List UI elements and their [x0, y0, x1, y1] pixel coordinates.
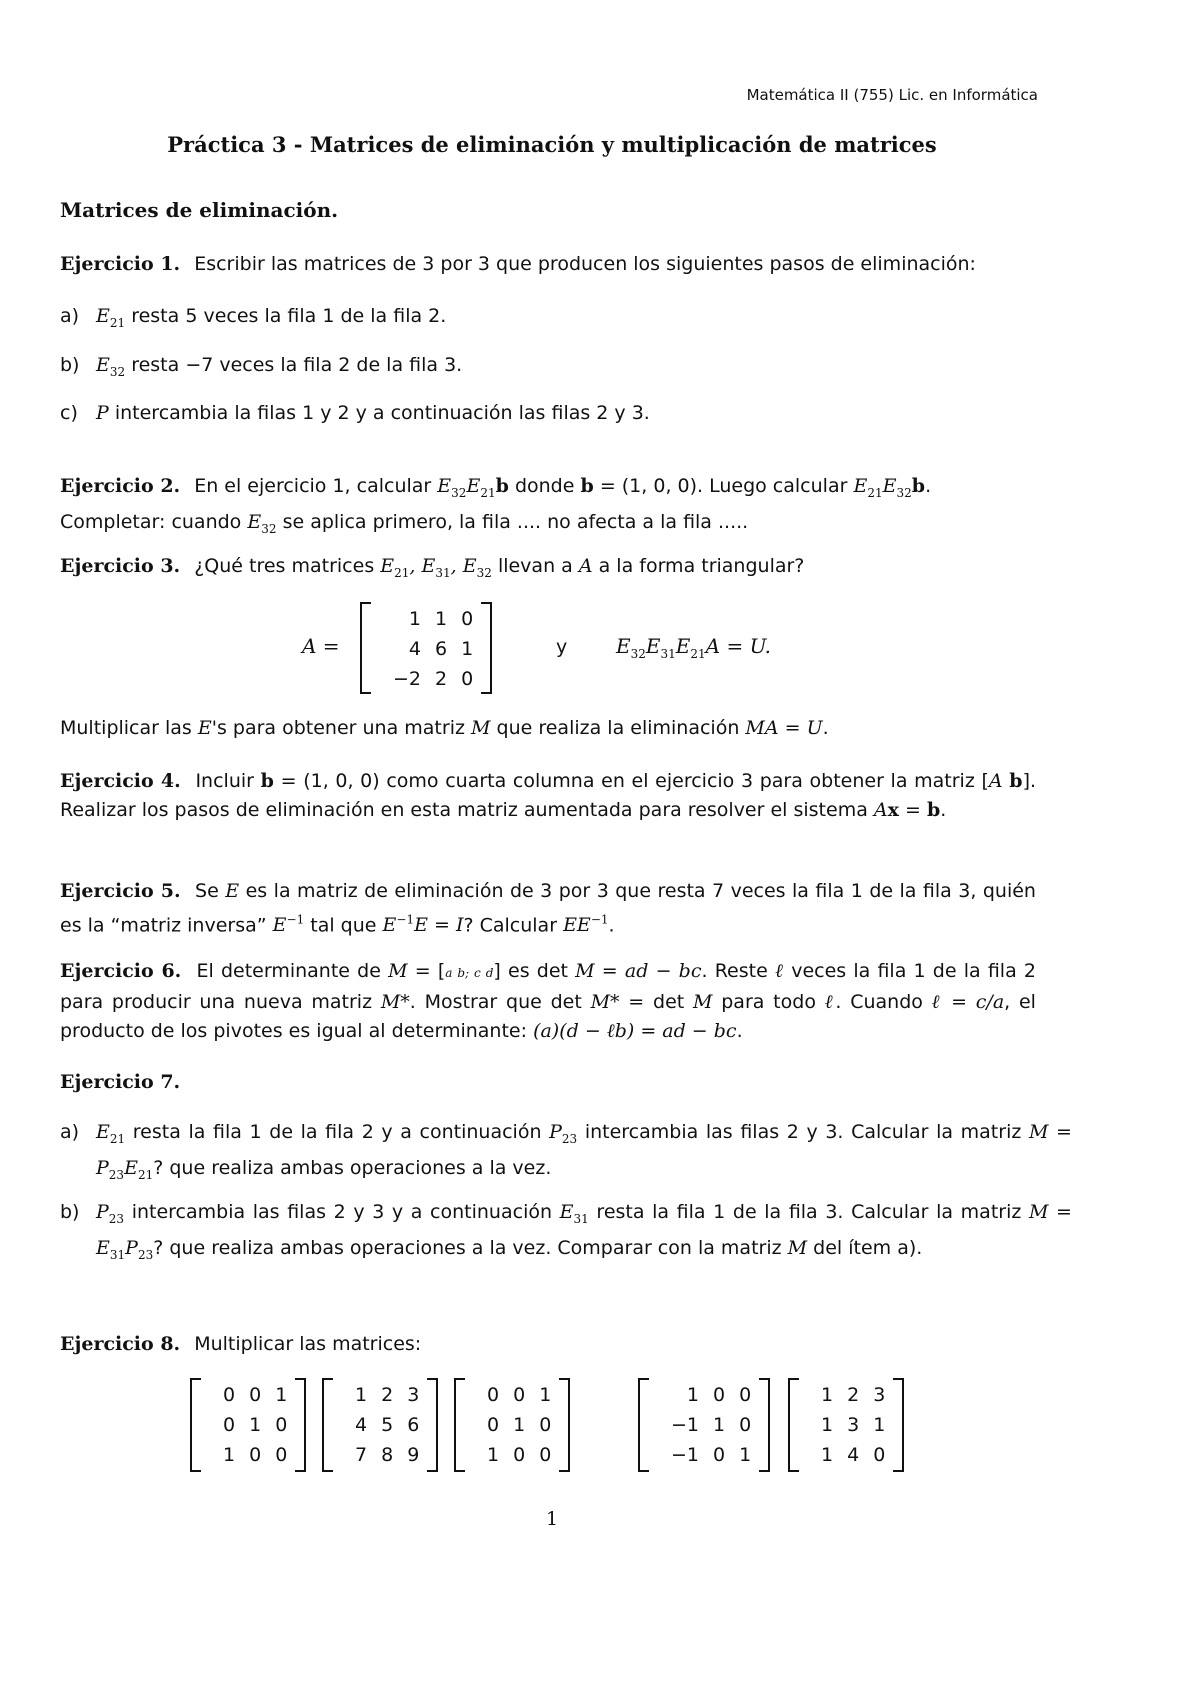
matrix-entry: 0: [513, 1444, 526, 1466]
page-title: Práctica 3 - Matrices de eliminación y multiplicación de matrices: [167, 132, 937, 157]
matrix-entry: 0: [461, 608, 474, 630]
item-label: a): [60, 305, 80, 327]
matrix-entry: 2: [847, 1384, 860, 1406]
matrix-entry: 0: [739, 1384, 752, 1406]
matrix-entry: 0: [539, 1414, 552, 1436]
matrix-m1: [190, 1378, 306, 1472]
item-label: c): [60, 402, 78, 424]
text: tal que: [310, 914, 377, 937]
item-label: a): [60, 1121, 80, 1143]
text: El determinante de: [196, 960, 381, 982]
exercise-label: Ejercicio 3.: [60, 555, 181, 577]
text: se aplica primero, la fila .... no afecta a la fila .....: [282, 510, 749, 533]
matrix-entry: 1: [873, 1414, 886, 1436]
text: . Reste: [701, 960, 768, 982]
text: llevan a: [497, 555, 573, 577]
matrix-entry: 3: [407, 1384, 420, 1406]
matrix-entry: 1: [435, 608, 448, 630]
exercise-3: Ejercicio 3. ¿Qué tres matrices $E_{21}$, $E_{31}$, $E_{32}$ llevan a A a la forma triangular?: [60, 555, 805, 580]
exercise-2: Ejercicio 2. En el ejercicio 1, calcular $E_{32}E_{21}b$ donde b = (1, 0, 0). Luego calcular $E_{21}E_{32}b$. Completar: cuando $E_{32}$ se aplica primero, la fila .... no afecta a la fila .....: [60, 475, 932, 536]
exercise-1: [60, 250, 1036, 279]
matrix-entry: −1: [671, 1444, 700, 1466]
matrix-entry: 4: [408, 638, 422, 660]
matrix-m5: [788, 1378, 904, 1472]
matrix-entry: 3: [847, 1414, 860, 1436]
exercise-3-continued: Multiplicar las E's para obtener una matriz M que realiza la eliminación MA = U.: [60, 717, 829, 739]
text: ¿Qué tres matrices: [194, 555, 375, 577]
text: es det: [508, 960, 568, 982]
text: . Mostrar que det: [409, 991, 582, 1013]
exercise-text: Escribir las matrices de 3 por 3 que producen los siguientes pasos de eliminación:: [194, 253, 976, 275]
matrix-entry: 0: [487, 1384, 500, 1406]
matrix-entry: 0: [249, 1384, 262, 1406]
exercise-label: Ejercicio 5.: [60, 880, 181, 902]
text: Incluir: [195, 770, 254, 792]
exercise-1-item-b: b) $E_{32}$ resta −7 veces la fila 2 de la fila 3.: [60, 351, 1036, 387]
item-text: resta −7 veces la fila 2 de la fila 3.: [131, 354, 463, 376]
item-text: resta 5 veces la fila 1 de la fila 2.: [131, 305, 447, 327]
matrix-entry: 1: [461, 638, 474, 660]
matrix-entry: 3: [873, 1384, 886, 1406]
text: resta la fila 1 de la fila 2 y a continuación: [132, 1121, 542, 1143]
matrix-entry: 1: [821, 1444, 834, 1466]
text: donde: [514, 475, 575, 497]
matrix-entry: 0: [713, 1444, 726, 1466]
text: = (1, 0, 0). Luego calcular: [599, 475, 848, 497]
text: , el producto de los pivotes es igual al determinante:: [60, 991, 1036, 1042]
item-label: b): [60, 354, 80, 376]
text: ? que realiza ambas operaciones a la vez.: [153, 1156, 552, 1179]
matrix-entry: 1: [739, 1444, 752, 1466]
text: ? que realiza ambas operaciones a la vez. Comparar con la matriz: [153, 1236, 782, 1259]
matrix-entry: 0: [739, 1414, 752, 1436]
matrix-entry: 9: [407, 1444, 420, 1466]
matrix-entry: 6: [435, 638, 448, 660]
exercise-8: [60, 1330, 1036, 1359]
text: para todo: [721, 991, 816, 1013]
text: veces la fila 1 de la fila 2 para producir una nueva matriz: [60, 960, 1036, 1013]
section-heading: Matrices de eliminación.: [60, 198, 339, 222]
equation-eu: $E_{32}E_{31}E_{21}A = U$.: [616, 634, 771, 661]
text: del ítem a).: [813, 1236, 923, 1259]
text: . Cuando: [835, 991, 923, 1013]
text: Se: [195, 880, 219, 902]
matrix-entry: 0: [249, 1444, 262, 1466]
text: resta la fila 1 de la fila 3. Calcular la matriz: [596, 1201, 1022, 1223]
text: Multiplicar las matrices:: [194, 1333, 422, 1355]
matrix-entry: 2: [435, 668, 448, 690]
exercise-4: Ejercicio 4. Incluir b = (1, 0, 0) como cuarta columna en el ejercicio 3 para obtener la matriz [A b]. Realizar los pasos de eliminación en esta matriz aumentada para resolver el sistema Ax = b.: [60, 770, 1037, 821]
exercise-label: Ejercicio 6.: [60, 960, 182, 982]
matrix-entry: 6: [407, 1414, 420, 1436]
matrix-entry: 1: [249, 1414, 262, 1436]
matrix-entry: 0: [223, 1384, 236, 1406]
matrix-entry: 0: [487, 1414, 500, 1436]
matrix-m3: [454, 1378, 570, 1472]
matrix-entry: 1: [487, 1444, 500, 1466]
text: Multiplicar las: [60, 717, 192, 739]
exercise-label: Ejercicio 1.: [60, 253, 181, 275]
exercise-label: Ejercicio 4.: [60, 770, 181, 792]
matrix-entry: −2: [393, 668, 422, 690]
matrix-entry: 1: [713, 1414, 726, 1436]
exercise-7-item-b: b) $P_{23}$ intercambia las filas 2 y 3 y a continuación $E_{31}$ resta la fila 1 de la fila 3. Calcular la matriz $M = E_{31}P_{23}$? que realiza ambas operaciones a la vez. Comparar con la matriz M del ítem a).: [60, 1198, 1072, 1270]
matrix-entry: 1: [223, 1444, 236, 1466]
conjunction: y: [556, 636, 568, 658]
item-text: intercambia la filas 1 y 2 y a continuación las filas 2 y 3.: [114, 402, 650, 424]
matrix-entry: 1: [821, 1384, 834, 1406]
matrix-m4: [638, 1378, 770, 1472]
course-header: Matemática II (755) Lic. en Informática: [746, 86, 1038, 104]
matrix-entry: 1: [275, 1384, 288, 1406]
matrix-entry: 1: [355, 1384, 368, 1406]
text: intercambia las filas 2 y 3. Calcular la matriz: [584, 1121, 1022, 1143]
matrix-entry: 5: [381, 1414, 394, 1436]
matrix-entry: 1: [686, 1384, 700, 1406]
item-label: b): [60, 1201, 80, 1223]
exercise-7: [60, 1068, 1036, 1097]
text: a la forma triangular?: [598, 555, 805, 577]
matrix-entry: 0: [513, 1384, 526, 1406]
text: Realizar los pasos de eliminación en esta matriz aumentada para resolver el sistema: [60, 799, 868, 821]
matrix-entry: 0: [873, 1444, 886, 1466]
matrix-entry: 1: [821, 1414, 834, 1436]
matrix-entry: 0: [713, 1384, 726, 1406]
matrix-entry: 7: [355, 1444, 368, 1466]
matrix-entry: 4: [355, 1414, 368, 1436]
text: Completar: cuando: [60, 510, 242, 533]
matrix-a-lhs: A =: [302, 634, 340, 658]
text: En el ejercicio 1, calcular: [194, 475, 432, 497]
exercise-label: Ejercicio 7.: [60, 1071, 181, 1093]
matrix-entry: 0: [275, 1414, 288, 1436]
matrix-entry: 2: [381, 1384, 394, 1406]
text: ? Calcular: [463, 914, 558, 937]
exercise-6: Ejercicio 6. El determinante de M = [a b; c d] es det M = ad − bc. Reste ℓ veces la fila 1 de la fila 2 para producir una nueva matriz M*. Mostrar que det M* = det M para todo ℓ. Cuando ℓ = c/a, el producto de los pivotes es igual al determinante: (a)(d − ℓb) = ad − bc.: [60, 960, 1036, 1042]
exercise-label: Ejercicio 2.: [60, 475, 181, 497]
matrix-entry: 0: [461, 668, 474, 690]
exercise-1-item-c: c) P intercambia la filas 1 y 2 y a continuación las filas 2 y 3.: [60, 399, 1036, 428]
matrix-entry: 8: [381, 1444, 394, 1466]
matrix-m2: [322, 1378, 438, 1472]
matrix-entry: 0: [539, 1444, 552, 1466]
exercise-7-item-a: a) $E_{21}$ resta la fila 1 de la fila 2 y a continuación $P_{23}$ intercambia las filas 2 y 3. Calcular la matriz $M = P_{23}E_{21}$? que realiza ambas operaciones a la vez.: [60, 1118, 1072, 1190]
text: que realiza la eliminación: [496, 717, 740, 739]
matrix-entry: 0: [223, 1414, 236, 1436]
text: intercambia las filas 2 y 3 y a continuación: [131, 1201, 553, 1223]
exercise-5: Ejercicio 5. Se E es la matriz de eliminación de 3 por 3 que resta 7 veces la fila 1 de la fila 3, quién es la “matriz inversa” $E^{-1}$ tal que $E^{-1}E = I$? Calcular $EE^{-1}$.: [60, 880, 1036, 937]
text: 's para obtener una matriz: [211, 717, 465, 739]
exercise-label: Ejercicio 8.: [60, 1333, 181, 1355]
exercise-1-item-a: a) $E_{21}$ resta 5 veces la fila 1 de la fila 2.: [60, 302, 1036, 338]
matrix-entry: 0: [275, 1444, 288, 1466]
matrix-entry: −1: [671, 1414, 700, 1436]
matrix-entry: 1: [539, 1384, 552, 1406]
text: = (1, 0, 0) como cuarta columna en el ejercicio 3 para obtener la matriz: [280, 770, 975, 792]
matrix-entry: 4: [847, 1444, 860, 1466]
matrix-entry: 1: [513, 1414, 526, 1436]
text: es la matriz de eliminación de 3 por 3 que resta 7 veces la fila 1 de la fila 3, quién es la “matriz inversa”: [60, 880, 1036, 937]
matrix-a: [360, 602, 492, 694]
page-number: 1: [545, 1508, 559, 1530]
matrix-entry: 1: [408, 608, 422, 630]
